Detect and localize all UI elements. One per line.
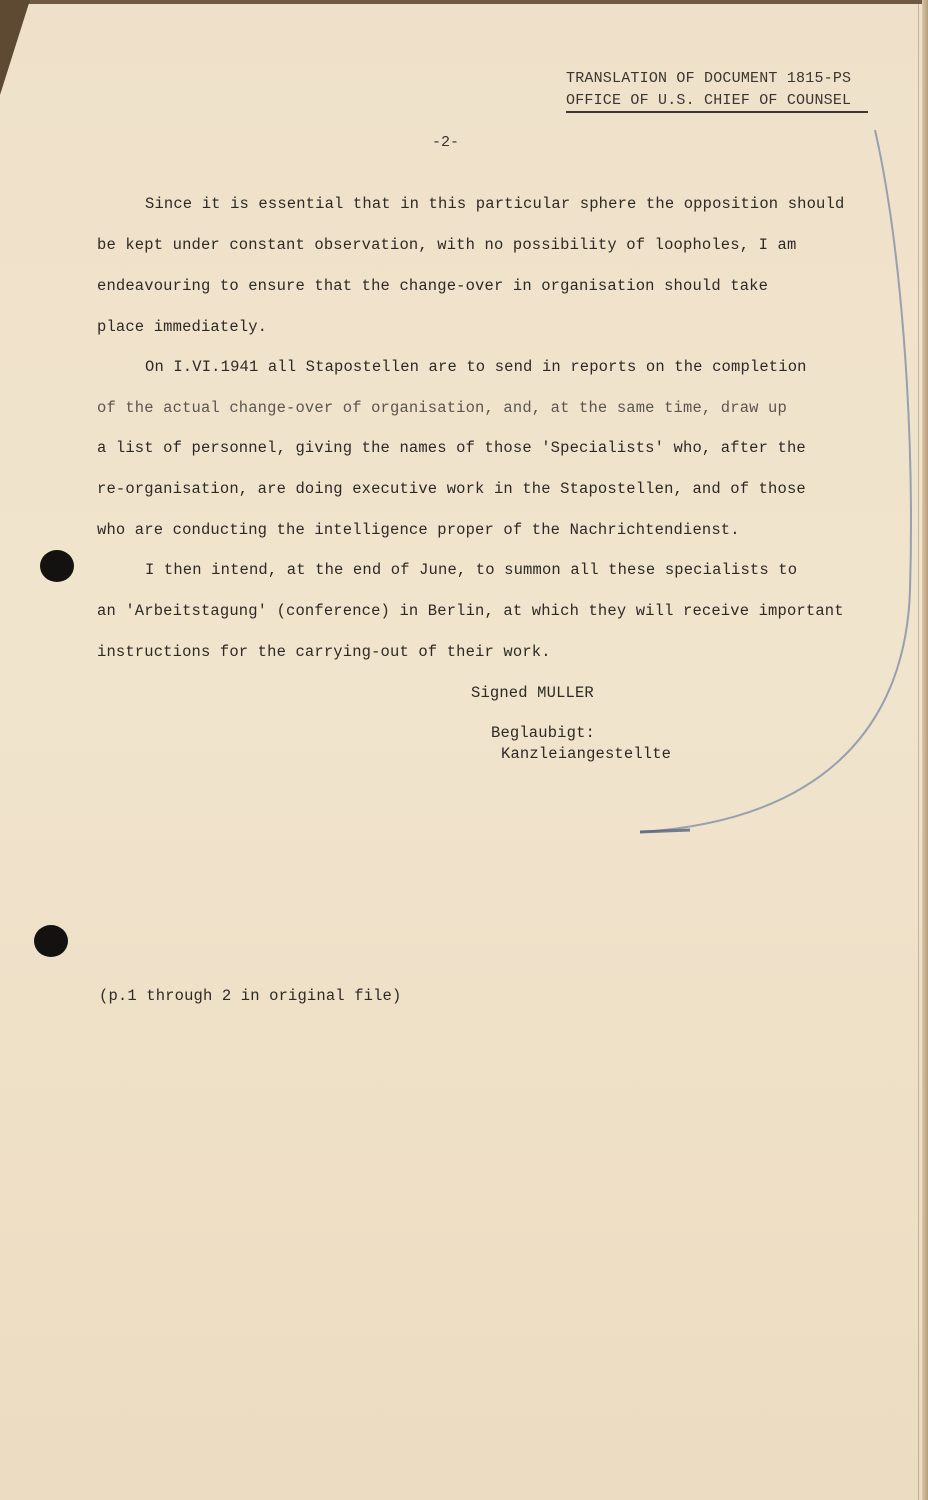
punch-hole-upper xyxy=(40,550,74,582)
signature-line: Signed MULLER xyxy=(471,684,594,702)
page-top-edge xyxy=(0,0,928,4)
header-underline xyxy=(566,111,868,113)
paragraph-3-line-1: I then intend, at the end of June, to summon all these specialists to xyxy=(145,561,798,579)
paragraph-2-line-4: re-organisation, are doing executive work in the Stapostellen, and of those xyxy=(97,480,806,498)
header-office-line: OFFICE OF U.S. CHIEF OF COUNSEL xyxy=(566,92,852,109)
footer-note: (p.1 through 2 in original file) xyxy=(99,987,402,1005)
paragraph-3-line-2: an 'Arbeitstagung' (conference) in Berlin, at which they will receive important xyxy=(97,602,844,620)
paragraph-2-line-5: who are conducting the intelligence proper of the Nachrichtendienst. xyxy=(97,521,740,539)
punch-hole-lower xyxy=(34,925,68,957)
header-translation-line: TRANSLATION OF DOCUMENT 1815-PS xyxy=(566,70,852,87)
paragraph-2-line-3: a list of personnel, giving the names of those 'Specialists' who, after the xyxy=(97,439,806,457)
paragraph-1-line-2: be kept under constant observation, with no possibility of loopholes, I am xyxy=(97,236,797,254)
paragraph-3-line-3: instructions for the carrying-out of their work. xyxy=(97,643,551,661)
page-number: -2- xyxy=(432,134,460,151)
certification-label: Beglaubigt: xyxy=(491,724,595,742)
paragraph-2-line-2: of the actual change-over of organisation, and, at the same time, draw up xyxy=(97,399,787,417)
certification-title: Kanzleiangestellte xyxy=(501,745,672,763)
paragraph-2-line-1: On I.VI.1941 all Stapostellen are to send in reports on the completion xyxy=(145,358,807,376)
paragraph-1-line-4: place immediately. xyxy=(97,318,268,336)
document-header xyxy=(566,68,876,112)
paragraph-1-line-3: endeavouring to ensure that the change-over in organisation should take xyxy=(97,277,769,295)
paragraph-1-line-1: Since it is essential that in this particular sphere the opposition should xyxy=(145,195,845,213)
torn-corner xyxy=(0,0,30,95)
